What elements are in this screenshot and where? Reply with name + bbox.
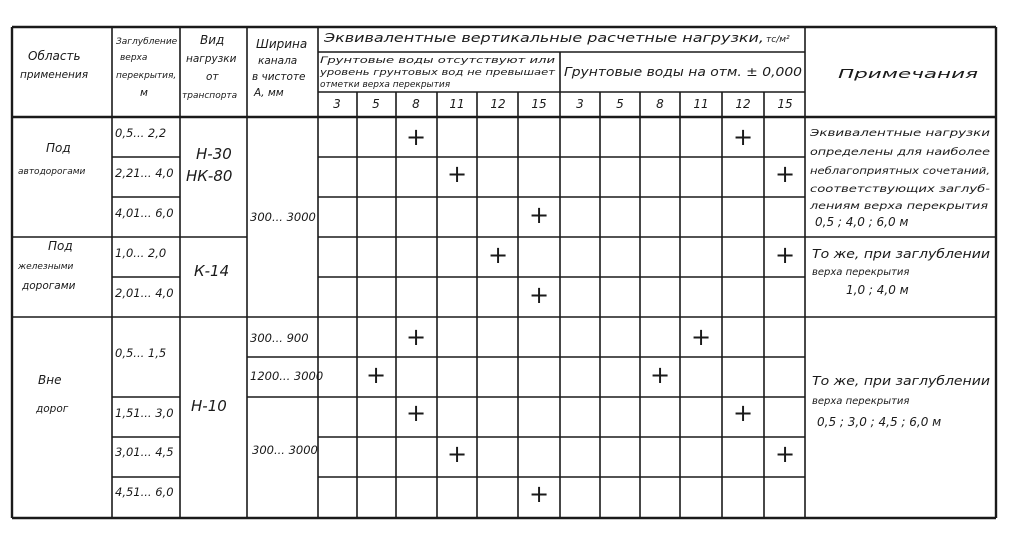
header-depth-line3: перекрытия, [116,71,177,81]
note-road-line: соответствующих заглуб- [810,184,947,195]
plus-mark: + [732,123,754,151]
header-group1-line3: отметки верха перекрытия [320,80,451,90]
width-off-2: 1200... 3000 [250,369,324,383]
note-off-line: То же, при заглублении [812,374,991,388]
plus-mark: + [649,361,671,389]
width-road-rail: 300... 3000 [250,210,316,224]
header-equiv-title: Эквивалентные вертикальные расчетные нагрузки, [322,31,764,45]
plus-mark: + [487,241,509,269]
depth-value: 2,01... 4,0 [115,286,174,300]
area-rail-line2: железными [18,262,74,272]
note-rail-line: 1,0 ; 4,0 м [846,283,909,297]
load-value-header: 8 [412,97,420,111]
load-marks [366,123,795,508]
plus-mark: + [446,440,468,468]
header-width-line2: канала [258,55,298,67]
note-off [812,374,990,429]
load-type-road-line2: НК-80 [186,167,233,185]
depth-values [115,126,174,499]
area-road-line1: Под [46,141,71,155]
width-off-1: 300... 900 [250,331,309,345]
note-road-line: 0,5 ; 4,0 ; 6,0 м [815,215,909,229]
plus-mark: + [446,160,468,188]
header-width-line1: Ширина [256,37,308,51]
plus-mark: + [528,201,550,229]
header-notes: Примечания [838,67,978,81]
header-area-line2: применения [20,69,89,81]
depth-value: 2,21... 4,0 [115,166,174,180]
load-value-header: 3 [576,97,584,111]
header-equiv-unit: тс/м² [766,35,790,45]
load-type-off: Н-10 [191,397,227,415]
load-value-header: 12 [735,97,751,111]
header-loadtype-line4: транспорта [182,91,238,101]
load-value-header: 11 [693,97,709,111]
plus-mark: + [774,440,796,468]
header-width-line3: в чистоте [252,71,306,83]
header-depth-line2: верха [120,53,148,63]
width-off-3: 300... 3000 [252,443,318,457]
note-road-line: определены для наиболее [810,147,952,158]
depth-value: 4,01... 6,0 [115,206,174,220]
note-rail-line: То же, при заглублении [812,247,991,261]
header-group1-line1: Грунтовые воды отсутствуют или [320,56,556,66]
plus-mark: + [774,241,796,269]
area-road-line2: автодорогами [18,167,86,177]
depth-value: 0,5... 1,5 [115,346,167,360]
load-value-header: 12 [490,97,506,111]
plus-mark: + [405,323,427,351]
plus-mark: + [405,399,427,427]
plus-mark: + [732,399,754,427]
load-value-header: 5 [372,97,380,111]
header-loadtype-line1: Вид [200,33,225,47]
load-type-road-line1: Н-30 [196,145,232,163]
plus-mark: + [528,480,550,508]
note-road-line: лениям верха перекрытия [808,201,988,212]
note-road-line: неблагоприятных сочетаний, [810,166,966,177]
plus-mark: + [365,361,387,389]
load-value-headers [333,97,792,111]
load-value-header: 15 [777,97,793,111]
load-value-header: 15 [531,97,547,111]
load-value-header: 3 [333,97,341,111]
note-road [809,128,991,229]
note-off-line: верха перекрытия [812,396,910,407]
header-width-line4: А, мм [254,87,284,99]
plus-mark: + [774,160,796,188]
depth-value: 1,51... 3,0 [115,406,174,420]
header-area-line1: Область [28,49,81,63]
note-road-line: Эквивалентные нагрузки [808,128,991,139]
header-depth-line4: м [140,87,148,99]
depth-value: 3,01... 4,5 [115,445,174,459]
header-loadtype-line2: нагрузки [186,53,237,65]
area-off-line2: дорог [36,403,69,415]
note-rail [812,247,990,297]
load-value-header: 5 [616,97,624,111]
header-group2: Грунтовые воды на отм. ± 0,000 [564,65,803,79]
depth-value: 4,51... 6,0 [115,485,174,499]
area-rail-line1: Под [48,239,73,253]
plus-mark: + [405,123,427,151]
load-value-header: 11 [449,97,465,111]
depth-value: 1,0... 2,0 [115,246,167,260]
plus-mark: + [690,323,712,351]
header-loadtype-line3: от [206,71,219,83]
note-off-line: 0,5 ; 3,0 ; 4,5 ; 6,0 м [817,415,942,429]
plus-mark: + [528,281,550,309]
load-value-header: 8 [656,97,664,111]
note-rail-line: верха перекрытия [812,267,910,278]
load-type-rail: К-14 [194,262,230,280]
header-depth-line1: Заглубление [116,37,178,47]
header-group1-line2: уровень грунтовых вод не превышает [318,68,556,78]
depth-value: 0,5... 2,2 [115,126,167,140]
area-rail-line3: дорогами [22,280,76,292]
area-off-line1: Вне [38,373,62,387]
